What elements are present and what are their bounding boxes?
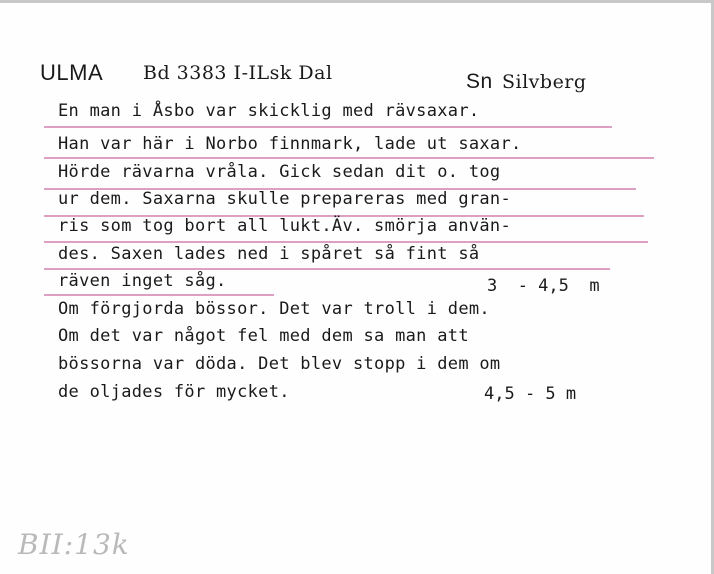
parish-label: Sn xyxy=(466,70,493,93)
measure-range: 4,5 - 5 m xyxy=(484,384,577,404)
body-line: de oljades för mycket. xyxy=(58,382,290,402)
body-line: des. Saxen lades ned i spåret så fint så xyxy=(58,244,480,264)
body-line: Om förgjorda bössor. Det var troll i dem. xyxy=(58,299,490,319)
body-line: Om det var något fel med dem sa man att xyxy=(58,326,469,346)
underline xyxy=(44,268,610,270)
body-line: Han var här i Norbo finnmark, lade ut saxar. xyxy=(58,134,522,154)
body-line: Hörde rävarna vråla. Gick sedan dit o. tog xyxy=(58,162,501,182)
record-reference: Bd 3383 I-ILsk Dal xyxy=(143,62,333,84)
card-top-edge xyxy=(0,0,714,3)
body-line: En man i Åsbo var skicklig med rävsaxar. xyxy=(58,101,480,121)
body-line: ris som tog bort all lukt.Äv. smörja använ- xyxy=(58,216,511,236)
handwritten-reference: BII:13k xyxy=(18,528,130,561)
underline xyxy=(44,241,648,243)
parish-name: Silvberg xyxy=(502,71,587,93)
underline xyxy=(44,294,274,296)
underline xyxy=(44,157,654,159)
body-line: räven inget såg. xyxy=(58,271,227,291)
underline xyxy=(44,126,612,128)
measure-range: 3 - 4,5 m xyxy=(487,276,600,296)
body-line: bössorna var döda. Det blev stopp i dem om xyxy=(58,354,501,374)
body-line: ur dem. Saxarna skulle prepareras med gran- xyxy=(58,189,511,209)
archive-code: ULMA xyxy=(40,60,104,85)
